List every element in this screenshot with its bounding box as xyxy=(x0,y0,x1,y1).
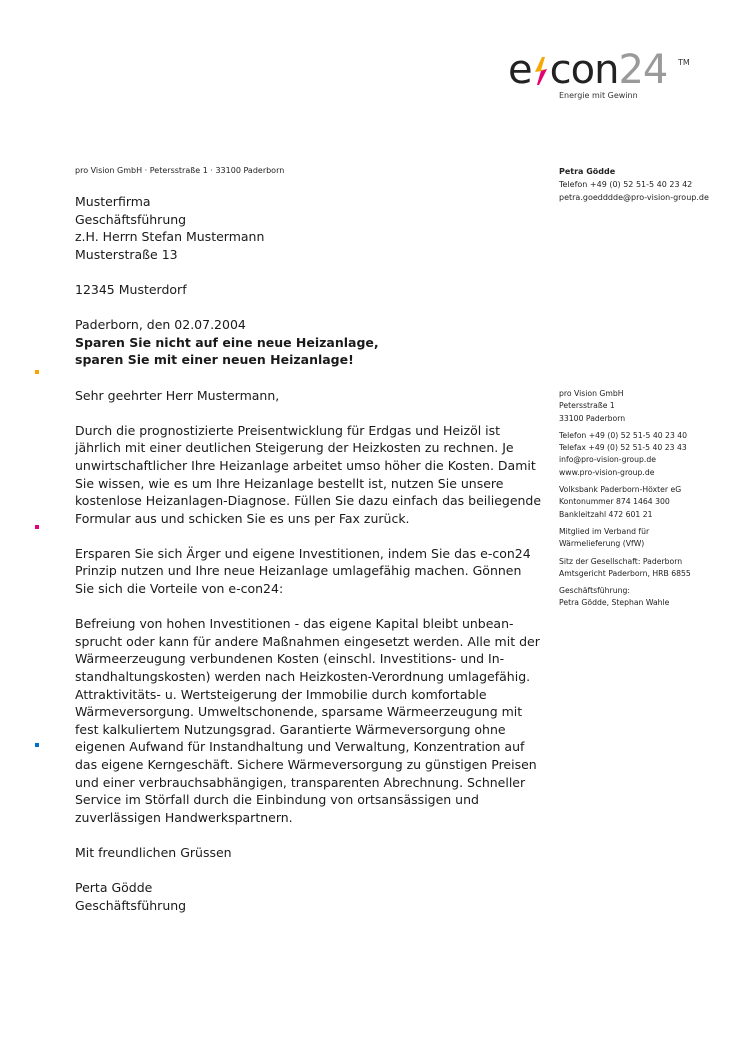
company-info-sidebar xyxy=(559,388,691,615)
subject xyxy=(75,334,550,369)
company-info-line: Geschäftsführung: xyxy=(559,586,630,596)
logo-wordmark xyxy=(508,47,668,93)
paragraph-line: und einer verbrauchsabhängigen, transparenten Abrechnung. Schneller xyxy=(75,774,526,790)
contact-email: petra.goedddde@pro-vision-group.de xyxy=(559,193,709,202)
company-management xyxy=(559,585,691,610)
paragraph-line: eigenen Aufwand für Instandhaltung und Verwaltung, Konzentration auf xyxy=(75,739,525,755)
paragraph-line: Service im Störfall durch die Einbindung von ortsansässigen und xyxy=(75,792,479,808)
subject-line: sparen Sie mit einer neuen Heizanlage! xyxy=(75,352,354,368)
paragraph-line: unwirtschaftlicher Ihre Heizanlage arbeitet umso höher die Kosten. Damit xyxy=(75,457,536,473)
company-info-line: Volksbank Paderborn-Höxter eG xyxy=(559,485,682,495)
paragraph-line: Attraktivitäts- u. Wertsteigerung der Immobilie durch komfortable xyxy=(75,686,487,702)
recipient-line: z.H. Herrn Stefan Mustermann xyxy=(75,229,265,245)
subject-line: Sparen Sie nicht auf eine neue Heizanlage, xyxy=(75,334,379,350)
paragraph-2 xyxy=(75,545,550,598)
logo-e: e xyxy=(508,47,532,93)
paragraph-line: Durch die prognostizierte Preisentwicklung für Erdgas und Heizöl ist xyxy=(75,422,501,438)
recipient-address xyxy=(75,193,550,263)
recipient-line: Musterfirma xyxy=(75,194,151,209)
company-info-line: Telefon +49 (0) 52 51-5 40 23 40 xyxy=(559,430,688,440)
logo-tagline: Energie mit Gewinn xyxy=(559,91,638,100)
fold-marker-magenta xyxy=(35,525,39,529)
lightning-bolt-icon xyxy=(533,57,549,85)
recipient-line: Musterstraße 13 xyxy=(75,246,178,262)
company-membership xyxy=(559,526,691,551)
date-line: Paderborn, den 02.07.2004 xyxy=(75,317,246,333)
company-info-line: 33100 Paderborn xyxy=(559,413,626,423)
fold-marker-orange xyxy=(35,370,39,374)
paragraph-line: standhaltungskosten) werden nach Heizkosten-Verordnung umlagefähig. xyxy=(75,669,531,685)
company-registry xyxy=(559,556,691,581)
letter-body xyxy=(75,193,550,914)
logo-trademark: TM xyxy=(678,58,690,67)
contact-block xyxy=(559,165,709,204)
company-info-line: Mitglied im Verband für xyxy=(559,526,650,536)
contact-phone: Telefon +49 (0) 52 51-5 40 23 42 xyxy=(559,180,693,189)
sender-return-address: pro Vision GmbH · Petersstraße 1 · 33100 Paderborn xyxy=(75,166,285,175)
company-info-line: info@pro-vision-group.de xyxy=(559,455,656,465)
paragraph-line: sprucht oder kann für andere Maßnahmen eingesetzt werden. Alle mit der xyxy=(75,633,540,649)
company-info-line: Telefax +49 (0) 52 51-5 40 23 43 xyxy=(559,443,687,453)
company-info-line: pro Vision GmbH xyxy=(559,389,624,398)
company-address xyxy=(559,388,691,425)
econ24-logo xyxy=(508,47,698,104)
paragraph-3 xyxy=(75,615,550,826)
paragraph-line: Formular aus und schicken Sie es uns per Fax zurück. xyxy=(75,510,410,526)
paragraph-line: kostenlose Heizanlagen-Diagnose. Füllen Sie dazu einfach das beiliegende xyxy=(75,493,542,509)
company-info-line: Sitz der Gesellschaft: Paderborn xyxy=(559,556,683,566)
logo-con: con xyxy=(549,47,619,93)
paragraph-line: Befreiung von hohen Investitionen - das eigene Kapital bleibt unbean- xyxy=(75,616,514,632)
paragraph-line: fest kalkuliertem Nutzungsgrad. Garantierte Wärmeversorgung ohne xyxy=(75,721,506,737)
recipient-line: Geschäftsführung xyxy=(75,211,187,227)
paragraph-line: Wärmeerzeugung verbundenen Kosten (einschl. Investitions- und In- xyxy=(75,651,505,667)
contact-name: Petra Gödde xyxy=(559,167,616,176)
fold-marker-blue xyxy=(35,743,39,747)
salutation: Sehr geehrter Herr Mustermann, xyxy=(75,387,280,403)
company-info-line: Petra Gödde, Stephan Wahle xyxy=(559,598,670,608)
paragraph-1 xyxy=(75,422,550,528)
company-communication xyxy=(559,430,691,479)
paragraph-line: Prinzip nutzen und Ihre neue Heizanlage umlagefähig machen. Gönnen xyxy=(75,563,522,579)
closing: Mit freundlichen Grüssen xyxy=(75,844,232,860)
company-bank xyxy=(559,484,691,521)
signature-name: Perta Gödde xyxy=(75,880,153,896)
paragraph-line: Sie sich die Vorteile von e-con24: xyxy=(75,581,284,597)
paragraph-line: zuverlässigen Handwerkspartnern. xyxy=(75,809,293,825)
paragraph-line: jährlich mit einer deutlichen Steigerung der Heizkosten zu rechnen. Je xyxy=(75,440,514,456)
signature xyxy=(75,879,550,914)
signature-title: Geschäftsführung xyxy=(75,897,187,913)
company-info-line: Bankleitzahl 472 601 21 xyxy=(559,509,653,519)
paragraph-line: Sie wissen, wie es um Ihre Heizanlage bestellt ist, nutzen Sie unsere xyxy=(75,475,504,491)
paragraph-line: Wärmeversorgung. Umweltschonende, sparsame Wärmeerzeugung mit xyxy=(75,704,523,720)
paragraph-line: Ersparen Sie sich Ärger und eigene Investitionen, indem Sie das e-con24 xyxy=(75,545,531,561)
logo-24: 24 xyxy=(618,47,668,93)
company-info-line: www.pro-vision-group.de xyxy=(559,467,655,477)
paragraph-line: das eigene Kerngeschäft. Sichere Wärmeversorgung zu günstigen Preisen xyxy=(75,757,537,772)
company-info-line: Amtsgericht Paderborn, HRB 6855 xyxy=(559,568,691,578)
company-info-line: Wärmelieferung (VfW) xyxy=(559,539,645,549)
recipient-city: 12345 Musterdorf xyxy=(75,281,187,297)
company-info-line: Petersstraße 1 xyxy=(559,401,615,411)
company-info-line: Kontonummer 874 1464 300 xyxy=(559,497,670,507)
